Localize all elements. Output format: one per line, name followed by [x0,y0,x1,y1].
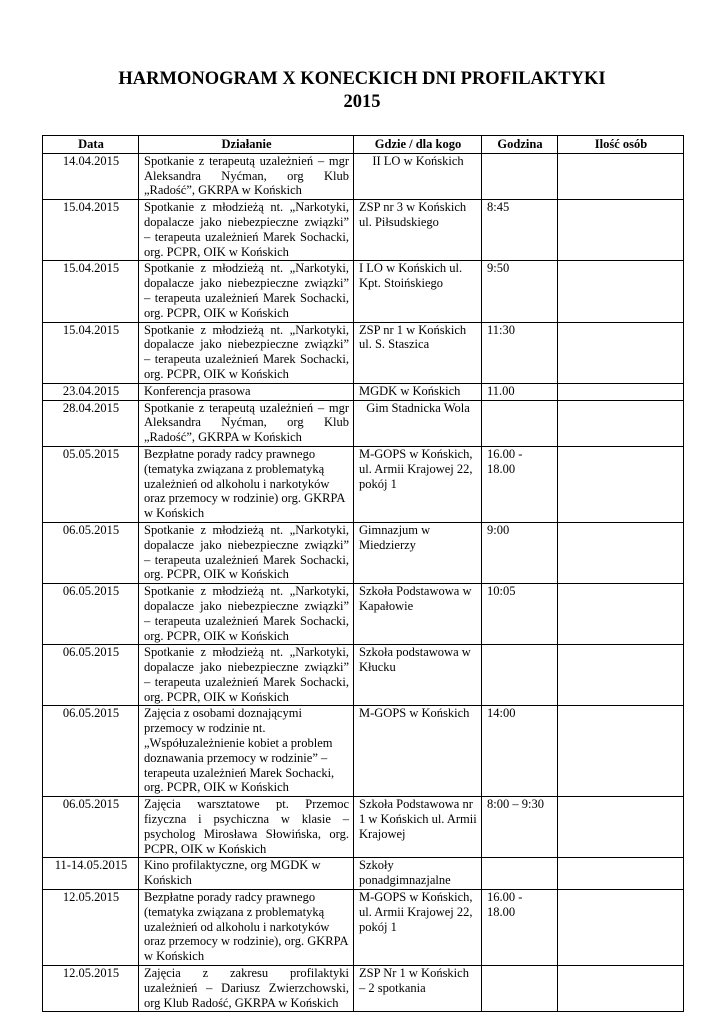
cell-date: 06.05.2015 [43,797,139,858]
cell-activity: Bezpłatne porady radcy prawnego (tematyka związana z problematyką uzależnień od alkoholu i narkotyków oraz przemocy w rodzinie), org. GKRPA w Końskich [139,890,354,966]
table-row [43,890,684,966]
cell-count [558,966,684,1012]
cell-time [482,153,558,199]
cell-count [558,153,684,199]
header-date: Data [43,136,139,154]
cell-time [482,858,558,890]
cell-place: I LO w Końskich ul. Kpt. Stoińskiego [354,261,482,322]
cell-activity: Spotkanie z terapeutą uzależnień – mgr Aleksandra Nyćman, org Klub „Radość”, GKRPA w Końskich [139,400,354,446]
cell-count [558,522,684,583]
table-row [43,261,684,322]
cell-time: 9:50 [482,261,558,322]
cell-time: 11:30 [482,322,558,383]
cell-activity: Spotkanie z młodzieżą nt. „Narkotyki, dopalacze jako niebezpieczne związki” – terapeuta uzależnień Marek Sochacki, org. PCPR, OIK w Końskich [139,200,354,261]
table-header-row [43,136,684,154]
cell-place: Szkoła Podstawowa w Kapałowie [354,584,482,645]
cell-count [558,890,684,966]
cell-activity: Zajęcia z zakresu profilaktyki uzależnień – Dariusz Zwierzchowski, org Klub Radość, GKRPA w Końskich [139,966,354,1012]
cell-place: M-GOPS w Końskich, ul. Armii Krajowej 22, pokój 1 [354,446,482,522]
table-row [43,522,684,583]
cell-place: Gimnazjum w Miedzierzy [354,522,482,583]
cell-place: ZSP nr 1 w Końskich ul. S. Staszica [354,322,482,383]
cell-date: 14.04.2015 [43,153,139,199]
table-row [43,446,684,522]
table-row [43,706,684,797]
cell-time: 11.00 [482,383,558,400]
table-row [43,645,684,706]
cell-place: Szkoły ponadgimnazjalne [354,858,482,890]
cell-time: 8:45 [482,200,558,261]
table-row [43,383,684,400]
cell-date: 15.04.2015 [43,261,139,322]
cell-activity: Spotkanie z młodzieżą nt. „Narkotyki, dopalacze jako niebezpieczne związki” – terapeuta uzależnień Marek Sochacki, org. PCPR, OIK w Końskich [139,584,354,645]
cell-place: Szkoła podstawowa w Kłucku [354,645,482,706]
header-count: Ilość osób [558,136,684,154]
table-row [43,400,684,446]
cell-activity: Spotkanie z młodzieżą nt. „Narkotyki, dopalacze jako niebezpieczne związki” – terapeuta uzależnień Marek Sochacki, org. PCPR, OIK w Końskich [139,645,354,706]
header-activity: Działanie [139,136,354,154]
cell-place: Gim Stadnicka Wola [354,400,482,446]
cell-activity: Spotkanie z młodzieżą nt. „Narkotyki, dopalacze jako niebezpieczne związki” – terapeuta uzależnień Marek Sochacki, org. PCPR, OIK w Końskich [139,261,354,322]
cell-count [558,645,684,706]
cell-date: 12.05.2015 [43,890,139,966]
table-row [43,858,684,890]
cell-time: 14:00 [482,706,558,797]
cell-count [558,383,684,400]
cell-place: II LO w Końskich [354,153,482,199]
cell-count [558,706,684,797]
cell-place: ZSP Nr 1 w Końskich – 2 spotkania [354,966,482,1012]
cell-time [482,400,558,446]
cell-time: 16.00 - 18.00 [482,890,558,966]
cell-place: MGDK w Końskich [354,383,482,400]
cell-time: 16.00 - 18.00 [482,446,558,522]
cell-activity: Spotkanie z terapeutą uzależnień – mgr Aleksandra Nyćman, org Klub „Radość”, GKRPA w Końskich [139,153,354,199]
title-line-2: 2015 [343,92,381,112]
cell-date: 12.05.2015 [43,966,139,1012]
schedule-table [42,135,684,1012]
cell-count [558,446,684,522]
cell-place: M-GOPS w Końskich [354,706,482,797]
cell-place: ZSP nr 3 w Końskich ul. Piłsudskiego [354,200,482,261]
title-line-1: HARMONOGRAM X KONECKICH DNI PROFILAKTYKI [118,69,606,89]
cell-count [558,584,684,645]
cell-date: 11-14.05.2015 [43,858,139,890]
cell-activity: Zajęcia z osobami doznającymi przemocy w rodzinie nt. „Współuzależnienie kobiet a problem doznawania przemocy w rodzinie” – terapeuta uzależnień Marek Sochacki, org. PCPR, OIK w Końskich [139,706,354,797]
header-time: Godzina [482,136,558,154]
cell-count [558,858,684,890]
table-row [43,153,684,199]
cell-date: 06.05.2015 [43,645,139,706]
cell-time: 10:05 [482,584,558,645]
header-place: Gdzie / dla kogo [354,136,482,154]
cell-place: Szkoła Podstawowa nr 1 w Końskich ul. Armii Krajowej [354,797,482,858]
cell-activity: Spotkanie z młodzieżą nt. „Narkotyki, dopalacze jako niebezpieczne związki” – terapeuta uzależnień Marek Sochacki, org. PCPR, OIK w Końskich [139,522,354,583]
cell-time [482,966,558,1012]
document-title [0,68,724,114]
table-row [43,200,684,261]
cell-activity: Zajęcia warsztatowe pt. Przemoc fizyczna i psychiczna w klasie – psycholog Mirosława Słowińska, org. PCPR, OIK w Końskich [139,797,354,858]
cell-count [558,322,684,383]
cell-time: 9:00 [482,522,558,583]
cell-activity: Konferencja prasowa [139,383,354,400]
cell-count [558,200,684,261]
cell-date: 28.04.2015 [43,400,139,446]
cell-date: 15.04.2015 [43,322,139,383]
cell-date: 06.05.2015 [43,584,139,645]
table-row [43,584,684,645]
table-row [43,966,684,1012]
cell-date: 15.04.2015 [43,200,139,261]
cell-activity: Spotkanie z młodzieżą nt. „Narkotyki, dopalacze jako niebezpieczne związki” – terapeuta uzależnień Marek Sochacki, org. PCPR, OIK w Końskich [139,322,354,383]
table-row [43,797,684,858]
cell-time [482,645,558,706]
cell-time: 8:00 – 9:30 [482,797,558,858]
cell-date: 05.05.2015 [43,446,139,522]
cell-date: 23.04.2015 [43,383,139,400]
cell-activity: Kino profilaktyczne, org MGDK w Końskich [139,858,354,890]
cell-activity: Bezpłatne porady radcy prawnego (tematyka związana z problematyką uzależnień od alkoholu i narkotyków oraz przemocy w rodzinie) org. GKRPA w Końskich [139,446,354,522]
cell-count [558,797,684,858]
cell-count [558,400,684,446]
cell-count [558,261,684,322]
cell-place: M-GOPS w Końskich, ul. Armii Krajowej 22, pokój 1 [354,890,482,966]
table-row [43,322,684,383]
cell-date: 06.05.2015 [43,706,139,797]
cell-date: 06.05.2015 [43,522,139,583]
